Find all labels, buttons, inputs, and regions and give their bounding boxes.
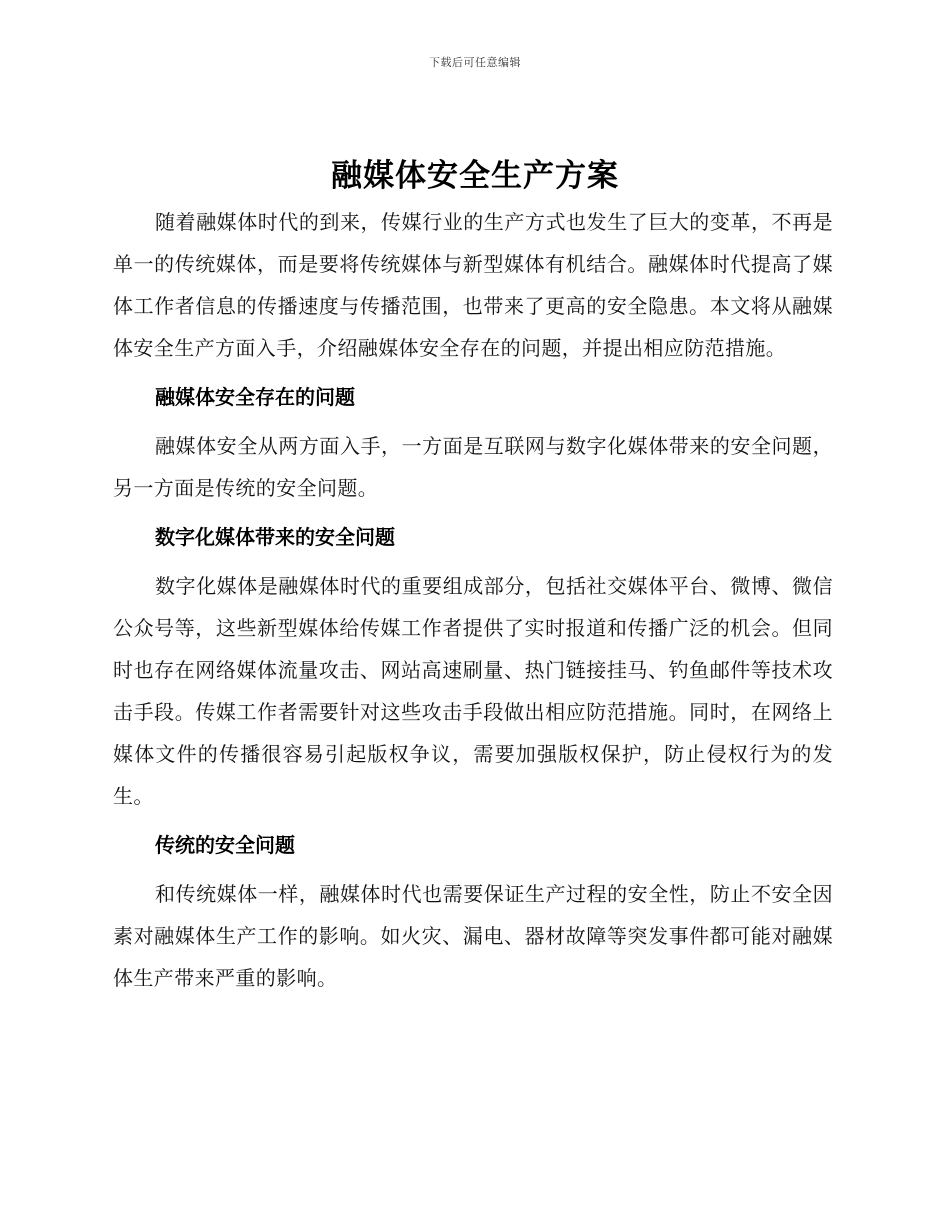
section-paragraph-traditional: 和传统媒体一样，融媒体时代也需要保证生产过程的安全性，防止不安全因素对融媒体生产工作的影响。如火灾、漏电、器材故障等突发事件都可能对融媒体生产带来严重的影响。 [113,882,833,990]
section-heading-digital-media: 数字化媒体带来的安全问题 [155,525,395,549]
section-paragraph-issues: 融媒体安全从两方面入手，一方面是互联网与数字化媒体带来的安全问题，另一方面是传统的安全问题。 [113,434,833,500]
header-note: 下载后可任意编辑 [429,56,521,69]
document-title: 融媒体安全生产方案 [331,158,619,194]
section-heading-traditional: 传统的安全问题 [155,833,295,857]
section-paragraph-digital-media: 数字化媒体是融媒体时代的重要组成部分，包括社交媒体平台、微博、微信公众号等，这些新型媒体给传媒工作者提供了实时报道和传播广泛的机会。但同时也存在网络媒体流量攻击、网站高速刷量、热门链接挂马、钓鱼邮件等技术攻击手段。传媒工作者需要针对这些攻击手段做出相应防范措施。同时，在网络上媒体文件的传播很容易引起版权争议，需要加强版权保护，防止侵权行为的发生。 [113,574,833,808]
intro-paragraph: 随着融媒体时代的到来，传媒行业的生产方式也发生了巨大的变革，不再是单一的传统媒体，而是要将传统媒体与新型媒体有机结合。融媒体时代提高了媒体工作者信息的传播速度与传播范围，也带来了更高的安全隐患。本文将从融媒体安全生产方面入手，介绍融媒体安全存在的问题，并提出相应防范措施。 [113,210,833,360]
section-heading-issues: 融媒体安全存在的问题 [155,385,355,409]
document-body [113,201,833,999]
